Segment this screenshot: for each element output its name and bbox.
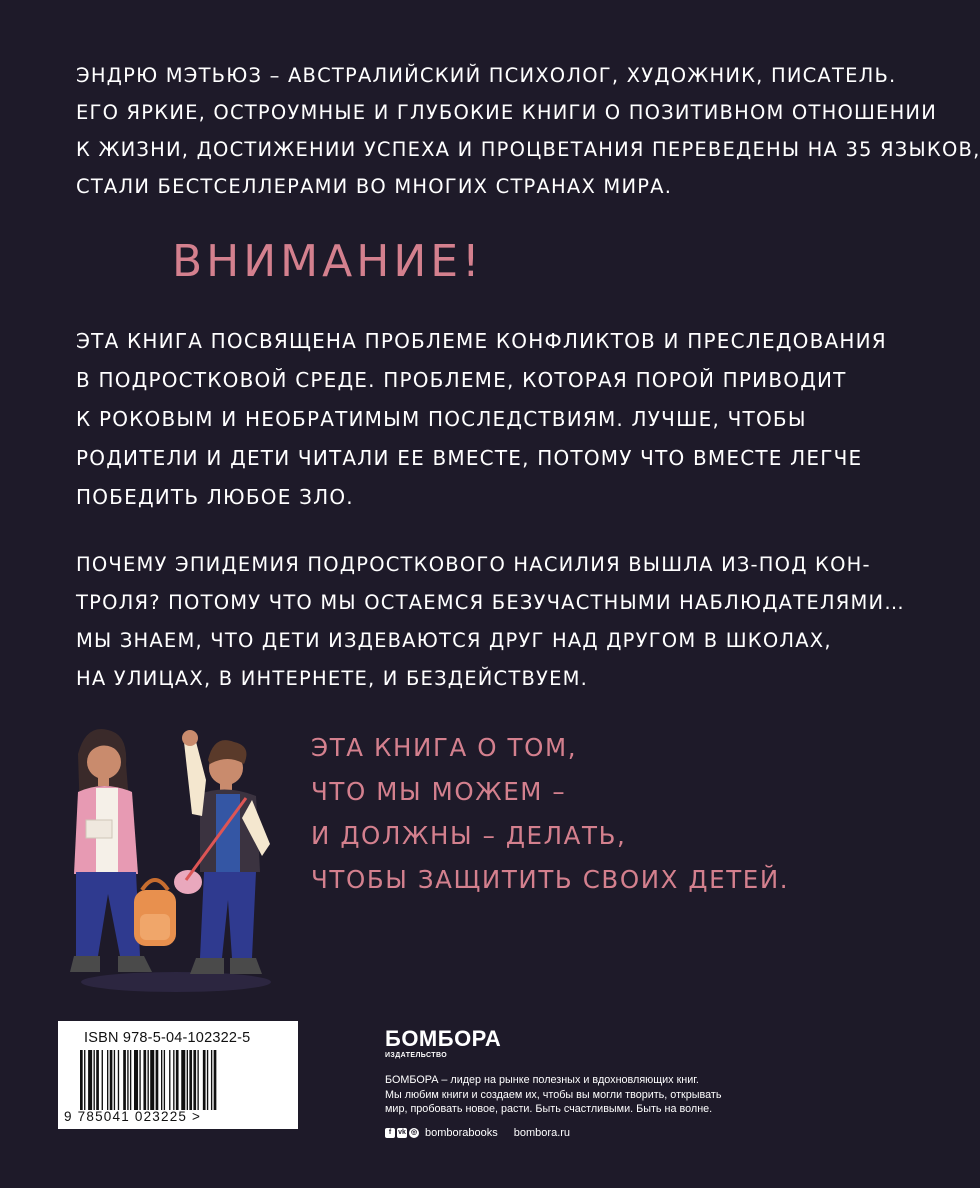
warning-line: К РОКОВЫМ И НЕОБРАТИМЫМ ПОСЛЕДСТВИЯМ. ЛУЧШЕ, ЧТОБЫ [76, 407, 807, 431]
instagram-icon[interactable]: ◎ [410, 1128, 418, 1136]
vk-icon[interactable]: vk [398, 1128, 406, 1136]
epidemic-line: МЫ ЗНАЕМ, ЧТО ДЕТИ ИЗДЕВАЮТСЯ ДРУГ НАД ДРУГОМ В ШКОЛАХ, [76, 629, 832, 652]
website-link[interactable]: bombora.ru [513, 1126, 571, 1139]
epidemic-line: ПОЧЕМУ ЭПИДЕМИЯ ПОДРОСТКОВОГО НАСИЛИЯ ВЫШЛА ИЗ-ПОД КОН- [76, 553, 871, 576]
author-bio-line: К ЖИЗНИ, ДОСТИЖЕНИИ УСПЕХА И ПРОЦВЕТАНИЯ ПЕРЕВЕДЕНЫ НА 35 ЯЗЫКОВ, [76, 138, 980, 161]
epidemic-line: НА УЛИЦАХ, В ИНТЕРНЕТЕ, И БЕЗДЕЙСТВУЕМ. [76, 667, 589, 690]
tagline-line: ЭТА КНИГА О ТОМ, [311, 733, 578, 762]
warning-title: ВНИМАНИЕ! [172, 236, 484, 287]
facebook-icon[interactable]: f [385, 1128, 395, 1138]
publisher-description-line: мир, пробовать новое, расти. Быть счастливыми. Быть на волне. [385, 1103, 713, 1115]
publisher-block [385, 1028, 755, 1139]
warning-line: ПОБЕДИТЬ ЛЮБОЕ ЗЛО. [76, 485, 354, 509]
barcode [80, 1050, 276, 1110]
social-links [385, 1127, 755, 1139]
publisher-description [385, 1073, 755, 1117]
epidemic-paragraph [76, 546, 905, 698]
isbn-label: ISBN 978-5-04-102322-5 [84, 1030, 251, 1046]
publisher-logo-subtitle: ИЗДАТЕЛЬСТВО [385, 1052, 448, 1059]
author-bio-line: ЭНДРЮ МЭТЬЮЗ – АВСТРАЛИЙСКИЙ ПСИХОЛОГ, ХУДОЖНИК, ПИСАТЕЛЬ. [76, 64, 897, 87]
isbn-barcode-block [58, 1021, 298, 1129]
warning-line: РОДИТЕЛИ И ДЕТИ ЧИТАЛИ ЕЕ ВМЕСТЕ, ПОТОМУ ЧТО ВМЕСТЕ ЛЕГЧЕ [76, 446, 863, 470]
publisher-logo: БОМБОРА [385, 1026, 502, 1051]
tagline [311, 726, 789, 902]
author-bio [76, 57, 980, 205]
teenagers-illustration [56, 724, 306, 1004]
publisher-description-line: Мы любим книги и создаем их, чтобы вы могли творить, открывать [385, 1088, 722, 1101]
publisher-description-line: БОМБОРА – лидер на рынке полезных и вдохновляющих книг. [385, 1074, 699, 1086]
author-bio-line: СТАЛИ БЕСТСЕЛЛЕРАМИ ВО МНОГИХ СТРАНАХ МИРА. [76, 175, 673, 198]
social-handle[interactable]: bomborabooks [425, 1126, 498, 1139]
epidemic-line: ТРОЛЯ? ПОТОМУ ЧТО МЫ ОСТАЕМСЯ БЕЗУЧАСТНЫМИ НАБЛЮДАТЕЛЯМИ… [76, 591, 905, 614]
warning-text [76, 322, 887, 517]
author-bio-line: ЕГО ЯРКИЕ, ОСТРОУМНЫЕ И ГЛУБОКИЕ КНИГИ О ПОЗИТИВНОМ ОТНОШЕНИИ [76, 101, 938, 124]
warning-line: В ПОДРОСТКОВОЙ СРЕДЕ. ПРОБЛЕМЕ, КОТОРАЯ ПОРОЙ ПРИВОДИТ [76, 368, 847, 392]
tagline-line: ЧТО МЫ МОЖЕМ – [311, 777, 567, 806]
tagline-line: ЧТОБЫ ЗАЩИТИТЬ СВОИХ ДЕТЕЙ. [311, 865, 790, 894]
warning-line: ЭТА КНИГА ПОСВЯЩЕНА ПРОБЛЕМЕ КОНФЛИКТОВ И ПРЕСЛЕДОВАНИЯ [76, 329, 887, 353]
tagline-line: И ДОЛЖНЫ – ДЕЛАТЬ, [311, 821, 627, 850]
barcode-digits: 9 785041 023225 > [64, 1109, 202, 1124]
